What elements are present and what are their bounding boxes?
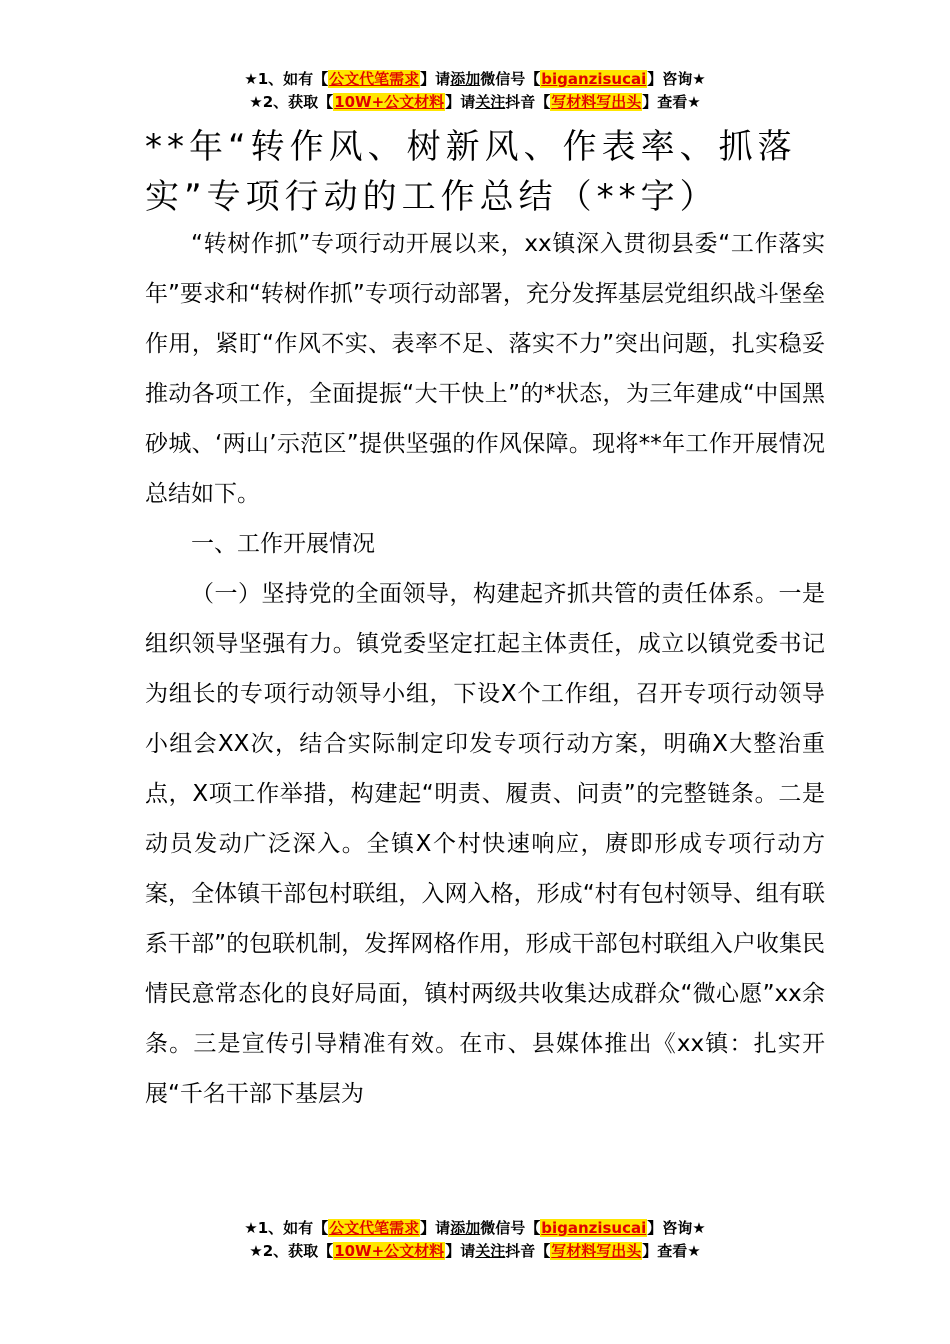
promo-highlight: 10W+公文材料	[334, 93, 445, 111]
promo-highlight: 公文代笔需求	[329, 1219, 420, 1237]
promo-douyin-id: 写材料写出头	[551, 1242, 642, 1260]
document-body	[145, 219, 825, 1119]
promo-douyin-id: 写材料写出头	[551, 93, 642, 111]
intro-paragraph: “转树作抓”专项行动开展以来，xx镇深入贯彻县委“工作落实年”要求和“转树作抓”专项行动部署，充分发挥基层党组织战斗堡垒作用，紧盯“作风不实、表率不足、落实不力”突出问题，扎实稳妥推动各项工作，全面提振“大干快上”的*状态，为三年建成“中国黑砂城、‘两山’示范区”提供坚强的作风保障。现将**年工作开展情况总结如下。	[145, 231, 825, 507]
body-paragraph: （一）坚持党的全面领导，构建起齐抓共管的责任体系。一是组织领导坚强有力。镇党委坚定扛起主体责任，成立以镇党委书记为组长的专项行动领导小组，下设X个工作组，召开专项行动领导小组会XX次，结合实际制定印发专项行动方案，明确X大整治重点，X项工作举措，构建起“明责、履责、问责”的完整链条。二是动员发动广泛深入。全镇X个村快速响应，赓即形成专项行动方案，全体镇干部包村联组，入网入格，形成“村有包村领导、组有联系干部”的包联机制，发挥网格作用，形成干部包村联组入户收集民情民意常态化的良好局面，镇村两级共收集达成群众“微心愿”xx余条。三是宣传引导精准有效。在市、县媒体推出《xx镇：扎实开展“千名干部下基层为	[145, 581, 825, 1107]
promo-wechat-id: biganzisucai	[541, 70, 647, 88]
section-heading: 一、工作开展情况	[191, 531, 375, 557]
promo-wechat-id: biganzisucai	[541, 1219, 647, 1237]
promo-highlight: 公文代笔需求	[329, 70, 420, 88]
document-title: **年“转作风、树新风、作表率、抓落实”专项行动的工作总结（**字）	[145, 127, 797, 217]
promo-line-1: ★1、如有【公文代笔需求】请添加微信号【biganzisucai】咨询★	[244, 70, 706, 88]
promo-line-2: ★2、获取【10W+公文材料】请关注抖音【写材料写出头】查看★	[249, 93, 701, 111]
promo-line-2: ★2、获取【10W+公文材料】请关注抖音【写材料写出头】查看★	[249, 1242, 701, 1260]
promo-line-1: ★1、如有【公文代笔需求】请添加微信号【biganzisucai】咨询★	[244, 1219, 706, 1237]
footer-promo-banner	[0, 1217, 950, 1263]
promo-highlight: 10W+公文材料	[334, 1242, 445, 1260]
header-promo-banner	[0, 68, 950, 114]
